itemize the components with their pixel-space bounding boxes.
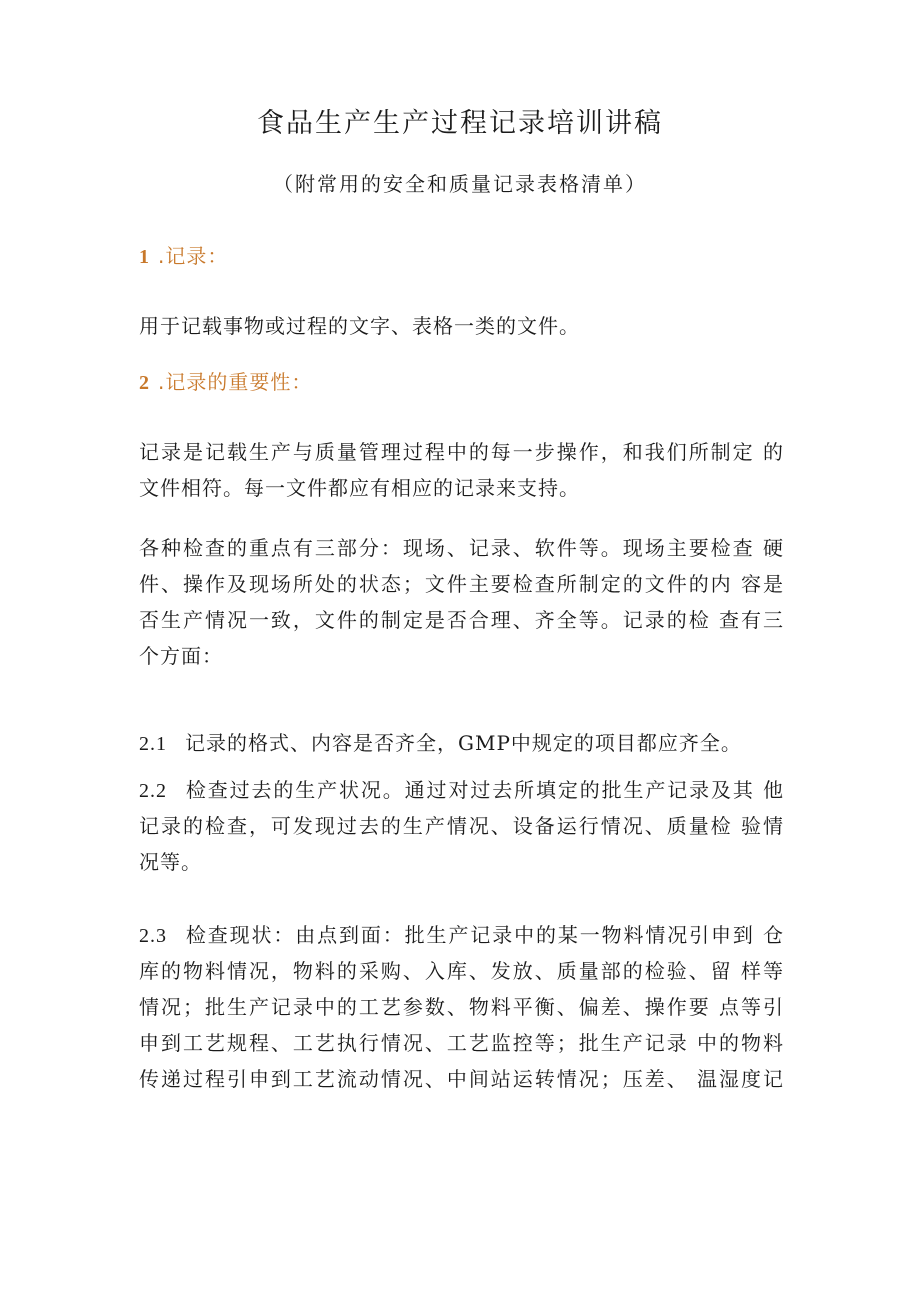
item-number: 2.2 [139,780,167,802]
paragraph-line: 申到工艺规程、工艺执行情况、工艺监控等；批生产记录 中的物料 [139,1031,784,1055]
section-2-number: 2 [139,372,150,394]
list-item-2-2 [139,772,784,880]
paragraph-line: 传递过程引申到工艺流动情况、中间站运转情况；压差、 温湿度记 [139,1067,784,1091]
paragraph-line [139,725,784,761]
paragraph-line: 件、操作及现场所处的状态；文件主要检查所制定的文件的内 容是 [139,572,784,596]
section-1-body [139,308,784,344]
paragraph-line: 用于记载事物或过程的文字、表格一类的文件。 [139,314,580,338]
list-item-2-3 [139,917,784,1097]
item-text: 记录的格式、内容是否齐全，GMP中规定的项目都应齐全。 [185,731,742,755]
section-1-number: 1 [139,246,150,268]
section-1-heading-text: .记录： [158,244,229,268]
item-number: 2.3 [139,925,167,947]
paragraph-line: 情况；批生产记录中的工艺参数、物料平衡、偏差、操作要 点等引 [139,995,784,1019]
paragraph-line [139,772,784,808]
paragraph-line: 各种检查的重点有三部分：现场、记录、软件等。现场主要检查 硬 [139,536,784,560]
section-2-heading-text: .记录的重要性： [158,370,313,394]
section-2-paragraph-1 [139,434,784,506]
document-title: 食品生产生产过程记录培训讲稿 [257,108,663,139]
paragraph-line: 记录的检查，可发现过去的生产情况、设备运行情况、质量检 验情 [139,814,784,838]
section-2-heading [139,367,312,398]
list-item-2-1 [139,725,784,761]
document-subtitle: （附常用的安全和质量记录表格清单） [273,172,647,196]
item-text: 检查过去的生产状况。通过对过去所填定的批生产记录及其 他 [185,778,784,802]
paragraph-line: 况等。 [139,850,202,874]
item-text: 检查现状：由点到面：批生产记录中的某一物料情况引申到 仓 [185,923,784,947]
paragraph-line: 库的物料情况，物料的采购、入库、发放、质量部的检验、留 样等 [139,959,784,983]
paragraph-line: 否生产情况一致，文件的制定是否合理、齐全等。记录的检 查有三 [139,608,784,632]
section-1-heading [139,241,228,272]
section-2-paragraph-2 [139,530,784,674]
paragraph-line: 个方面： [139,644,223,668]
paragraph-line: 记录是记载生产与质量管理过程中的每一步操作，和我们所制定 的 [139,440,784,464]
paragraph-line [139,917,784,953]
paragraph-line: 文件相符。每一文件都应有相应的记录来支持。 [139,476,580,500]
item-number: 2.1 [139,733,167,755]
